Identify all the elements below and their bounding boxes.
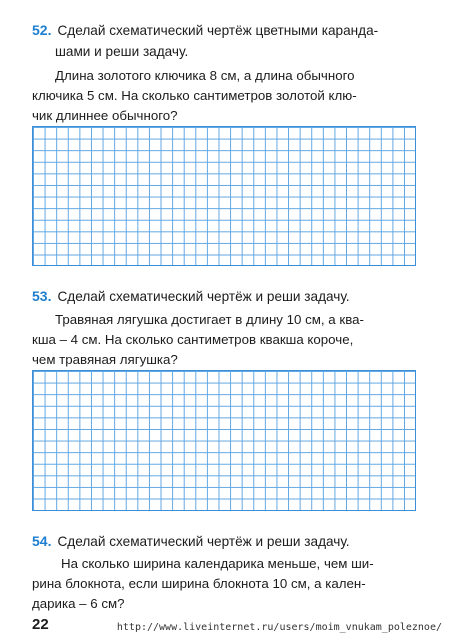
problem-line: чик длиннее обычного? [32,108,178,123]
task-54-problem [32,554,415,614]
task-54-instruction [32,531,350,552]
instruction-line: Сделай схематический чертёж и реши задачу. [57,534,350,549]
instruction-line: Сделай схематический чертёж и реши задачу. [57,289,350,304]
problem-line: ключика 5 см. На сколько сантиметров золотой клю- [32,88,357,103]
page-footer [0,614,450,640]
problem-line: кша – 4 см. На сколько сантиметров квакша короче, [32,332,354,347]
problem-line: рина блокнота, если ширина блокнота 10 см, а кален- [32,576,366,591]
task-number: 53. [32,288,52,304]
task-number: 52. [32,22,52,38]
page-number: 22 [32,616,49,633]
watermark-url[interactable]: http://www.liveinternet.ru/users/moim_vnukam_poleznoe/ [116,622,442,633]
task-52-grid[interactable] [32,126,416,266]
problem-line: Травяная лягушка достигает в длину 10 см, а ква- [55,312,364,327]
instruction-line: шами и реши задачу. [55,44,189,59]
instruction-line: Сделай схематический чертёж цветными каранда- [57,23,379,38]
task-53-grid[interactable] [32,370,416,511]
problem-line: дарика – 6 см? [32,596,125,611]
task-53-problem [32,310,415,370]
task-52-instruction-cont [55,41,188,62]
task-52-problem [32,66,415,126]
problem-line: чем травяная лягушка? [32,352,178,367]
task-52-instruction [32,20,378,41]
problem-line: Длина золотого ключика 8 см, а длина обычного [55,68,355,83]
task-number: 54. [32,533,52,549]
task-53-instruction [32,286,350,307]
problem-line: На сколько ширина календарика меньше, чем ши- [61,556,374,571]
